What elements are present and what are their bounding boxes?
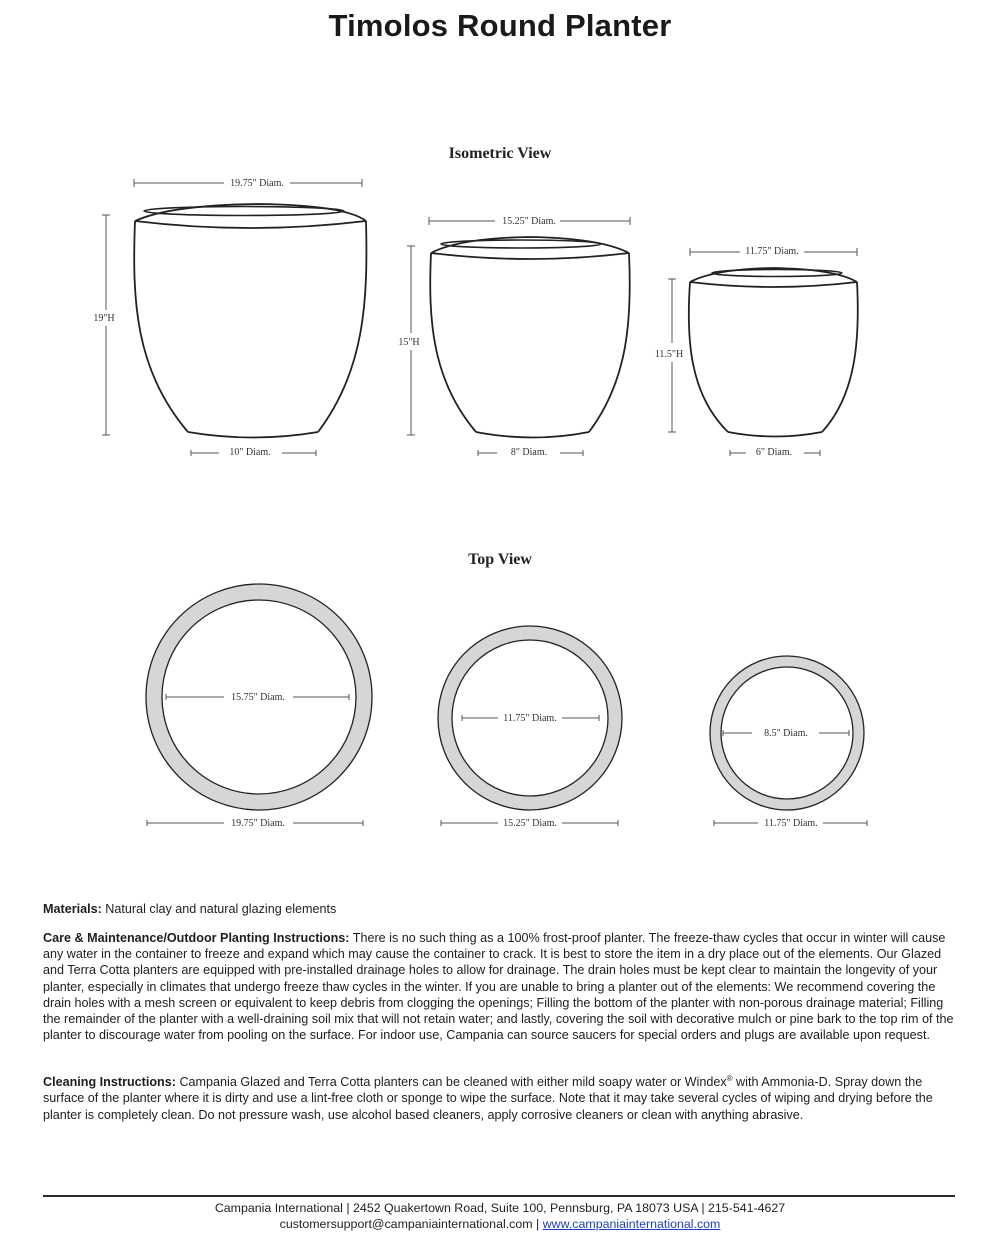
dim-label: 10" Diam. xyxy=(229,447,271,458)
footer-separator: | xyxy=(532,1217,543,1231)
footer-email[interactable]: customersupport@campaniainternational.com xyxy=(279,1217,533,1231)
footer-website-link[interactable]: www.campaniainternational.com xyxy=(542,1217,721,1231)
top-view-planter-medium xyxy=(438,626,622,829)
top-view-heading: Top View xyxy=(468,551,532,568)
isometric-planter-medium xyxy=(398,216,630,458)
dim-label: 19.75" Diam. xyxy=(231,818,285,829)
care-paragraph xyxy=(43,930,955,1043)
materials-label: Materials: xyxy=(43,902,102,916)
dim-label: 15.25" Diam. xyxy=(502,216,556,227)
page-title: Timolos Round Planter xyxy=(328,8,672,43)
dim-label: 11.75" Diam. xyxy=(503,713,557,724)
dim-label: 19.75" Diam. xyxy=(230,178,284,189)
isometric-planter-large xyxy=(93,178,366,458)
dim-label: 6" Diam. xyxy=(755,447,793,458)
cleaning-paragraph xyxy=(43,1071,955,1123)
top-view-planter-large xyxy=(146,584,372,829)
dim-label: 11.5"H xyxy=(654,349,684,360)
dim-label: 19"H xyxy=(93,313,115,324)
footer-divider xyxy=(43,1195,955,1197)
dim-label: 15"H xyxy=(398,337,420,348)
dim-label: 8" Diam. xyxy=(510,447,548,458)
dim-label: 8.5" Diam. xyxy=(764,728,808,739)
care-label: Care & Maintenance/Outdoor Planting Instructions: xyxy=(43,931,350,945)
registered-mark: ® xyxy=(726,1074,733,1083)
top-view-planter-small xyxy=(710,656,867,829)
cleaning-label: Cleaning Instructions: xyxy=(43,1075,176,1090)
isometric-view-heading: Isometric View xyxy=(448,145,552,162)
dim-label: 15.75" Diam. xyxy=(231,692,285,703)
care-text: There is no such thing as a 100% frost-proof planter. The freeze-thaw cycles that occur in winter will cause any water in the container to freeze and expand which may cause the container to crack. It is best to store the item in a dry place out of the elements. Our Glazed and Terra Cotta planters are equipped with pre-installed drainage holes to allow for drainage. The drain holes must be kept clear to maintain the longevity of your planter, especially in climates that undergo freeze thaw cycles in the winter. If you are unable to bring a planter out of the elements: We recommend covering the drain holes with a mesh screen or equivalent to keep debris from clogging the openings; Filling the bottom of the planter with non-porous drainage material; Filling the remainder of the planter with a well-draining soil mix that will not retain water; and lastly, covering the soil with decorative mulch or pine bark to the top rim of the planter to discourage water from pooling on the surface. For indoor use, Campania can source saucers for special orders and plugs are available upon request. xyxy=(43,931,954,1043)
footer-contact xyxy=(0,1216,1000,1232)
materials-text: Natural clay and natural glazing elements xyxy=(101,902,337,916)
cleaning-text-after: with Ammonia-D. Spray down the surface of the planter where it is dirty and use a lint-free cloth or sponge to wipe the surface. Note that it may take several cycles of wiping and drying before the planter is completely clean. Do not pressure wash, use alcohol based cleaners, apply corrosive cleaners or clean with anything abrasive. xyxy=(43,1075,933,1122)
dim-label: 11.75" Diam. xyxy=(764,818,818,829)
dim-label: 15.25" Diam. xyxy=(503,818,557,829)
footer-address: Campania International | 2452 Quakertown Road, Suite 100, Pennsburg, PA 18073 USA | 215-541-4627 xyxy=(214,1201,786,1215)
materials-paragraph xyxy=(43,901,955,917)
isometric-planter-small xyxy=(655,246,858,458)
cleaning-text-before: Campania Glazed and Terra Cotta planters can be cleaned with either mild soapy water or Windex xyxy=(175,1075,727,1090)
dim-label: 11.75" Diam. xyxy=(745,246,799,257)
